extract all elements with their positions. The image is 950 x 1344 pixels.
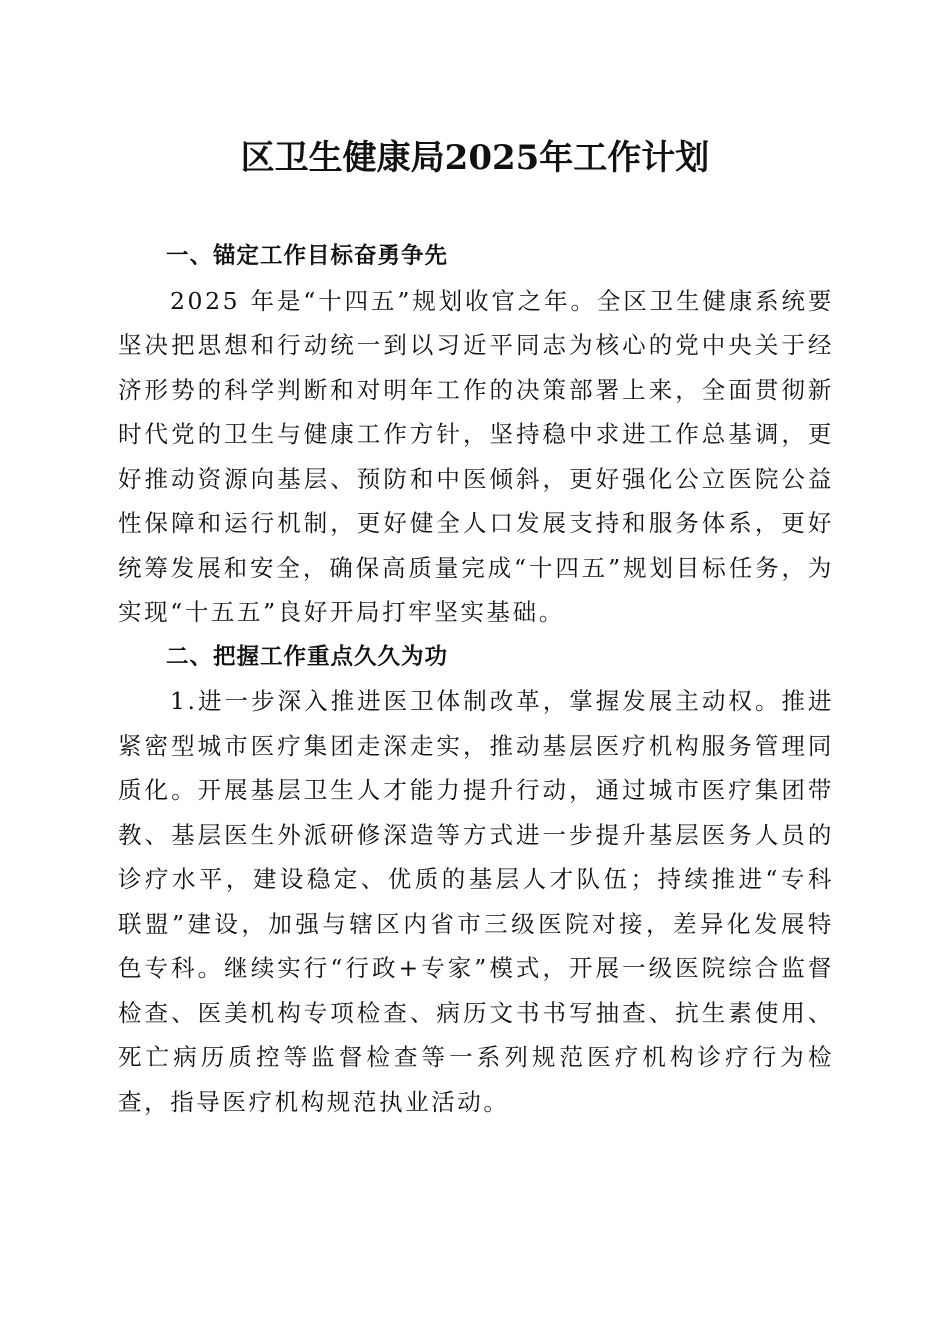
- section-heading-goals: 一、锚定工作目标奋勇争先: [166, 243, 449, 269]
- document-title: 区卫生健康局2025年工作计划: [240, 138, 710, 178]
- section-heading-priorities: 二、把握工作重点久久为功: [166, 643, 449, 670]
- document-body: [118, 234, 834, 1124]
- paragraph-priorities: 1.进一步深入推进医卫体制改革，掌握发展主动权。推进紧密型城市医疗集团走深走实，推动基层医疗机构服务管理同质化。开展基层卫生人才能力提升行动，通过城市医疗集团带教、基层医生外派研修深造等方式进一步提升基层医务人员的诊疗水平，建设稳定、优质的基层人才队伍；持续推进“专科联盟”建设，加强与辖区内省市三级医院对接，差异化发展特色专科。继续实行“行政+专家”模式，开展一级医院综合监督检查、医美机构专项检查、病历文书书写抽查、抗生素使用、死亡病历质控等监督检查等一系列规范医疗机构诊疗行为检查，指导医疗机构规范执业活动。: [118, 687, 834, 1116]
- paragraph-goals: 2025 年是“十四五”规划收官之年。全区卫生健康系统要坚决把思想和行动统一到以习近平同志为核心的党中央关于经济形势的科学判断和对明年工作的决策部署上来，全面贯彻新时代党的卫生与健康工作方针，坚持稳中求进工作总基调，更好推动资源向基层、预防和中医倾斜，更好强化公立医院公益性保障和运行机制，更好健全人口发展支持和服务体系，更好统筹发展和安全，确保高质量完成“十四五”规划目标任务，为实现“十五五”良好开局打牢坚实基础。: [118, 286, 834, 626]
